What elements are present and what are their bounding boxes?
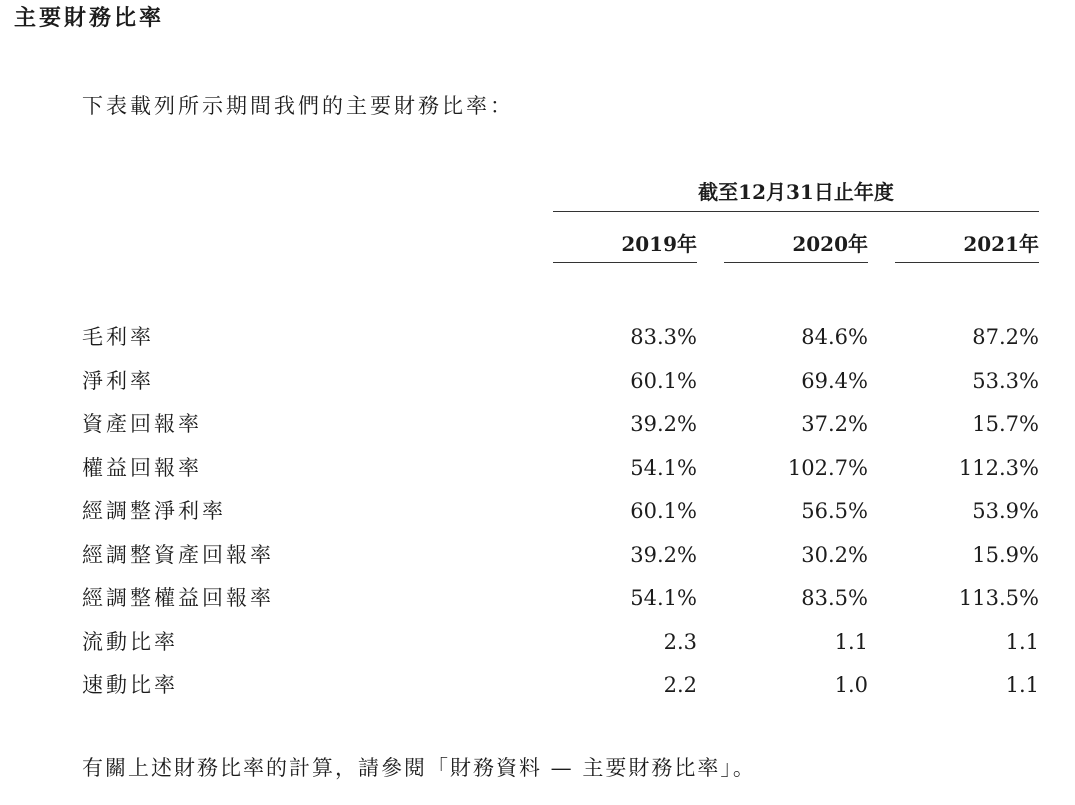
row-value-2019: 39.2% [630, 542, 697, 567]
table-row [0, 537, 1075, 581]
row-label: 經調整淨利率 [82, 499, 226, 523]
year-header-2021: 2021年 [963, 232, 1039, 256]
row-value-2019: 2.3 [663, 629, 697, 654]
row-value-2020: 102.7% [787, 455, 868, 480]
row-value-2020: 84.6% [801, 325, 868, 349]
row-value-2019: 60.1% [630, 499, 697, 523]
row-label: 速動比率 [82, 673, 178, 697]
row-value-2019: 54.1% [630, 455, 697, 480]
row-value-2020: 83.5% [801, 586, 868, 610]
intro-paragraph: 下表載列所示期間我們的主要財務比率： [82, 94, 514, 118]
period-header-rule [553, 211, 1039, 212]
table-row [0, 319, 1075, 363]
row-value-2021: 113.5% [958, 586, 1039, 610]
row-value-2020: 56.5% [801, 499, 868, 523]
year-header-rule [553, 262, 697, 263]
row-value-2021: 87.2% [972, 325, 1039, 349]
table-body [0, 319, 1075, 711]
table-row [0, 406, 1075, 450]
row-label: 毛利率 [82, 325, 154, 349]
row-value-2019: 83.3% [630, 325, 697, 349]
table-row [0, 450, 1075, 494]
row-value-2019: 39.2% [630, 412, 697, 436]
section-heading: 主要財務比率 [14, 6, 165, 31]
row-value-2021: 53.9% [972, 499, 1039, 523]
row-value-2020: 1.0 [834, 673, 868, 697]
table-row [0, 363, 1075, 407]
row-value-2021: 112.3% [958, 455, 1039, 480]
row-value-2019: 60.1% [630, 368, 697, 393]
footnote: 有關上述財務比率的計算，請參閱「財務資料 — 主要財務比率」。 [82, 756, 756, 780]
period-header: 截至12月31日止年度 [698, 180, 894, 204]
row-value-2020: 37.2% [801, 412, 868, 436]
row-value-2020: 30.2% [801, 542, 868, 567]
table-row [0, 580, 1075, 624]
row-value-2020: 1.1 [834, 629, 868, 654]
row-label: 資產回報率 [82, 412, 202, 436]
row-label: 經調整資產回報率 [82, 542, 274, 567]
row-value-2021: 15.9% [972, 542, 1039, 567]
row-label: 淨利率 [82, 368, 154, 393]
row-label: 流動比率 [82, 629, 178, 654]
row-value-2019: 54.1% [630, 586, 697, 610]
year-header-rule [724, 262, 868, 263]
table-row [0, 624, 1075, 668]
table-row [0, 667, 1075, 711]
row-value-2021: 15.7% [972, 412, 1039, 436]
row-value-2019: 2.2 [663, 673, 697, 697]
row-value-2021: 53.3% [972, 368, 1039, 393]
row-value-2021: 1.1 [1005, 629, 1039, 654]
year-header-2019: 2019年 [621, 232, 697, 256]
row-label: 權益回報率 [82, 455, 202, 480]
year-header-2020: 2020年 [792, 232, 868, 256]
year-header-rule [895, 262, 1039, 263]
table-row [0, 493, 1075, 537]
row-value-2021: 1.1 [1005, 673, 1039, 697]
row-value-2020: 69.4% [801, 368, 868, 393]
row-label: 經調整權益回報率 [82, 586, 274, 610]
